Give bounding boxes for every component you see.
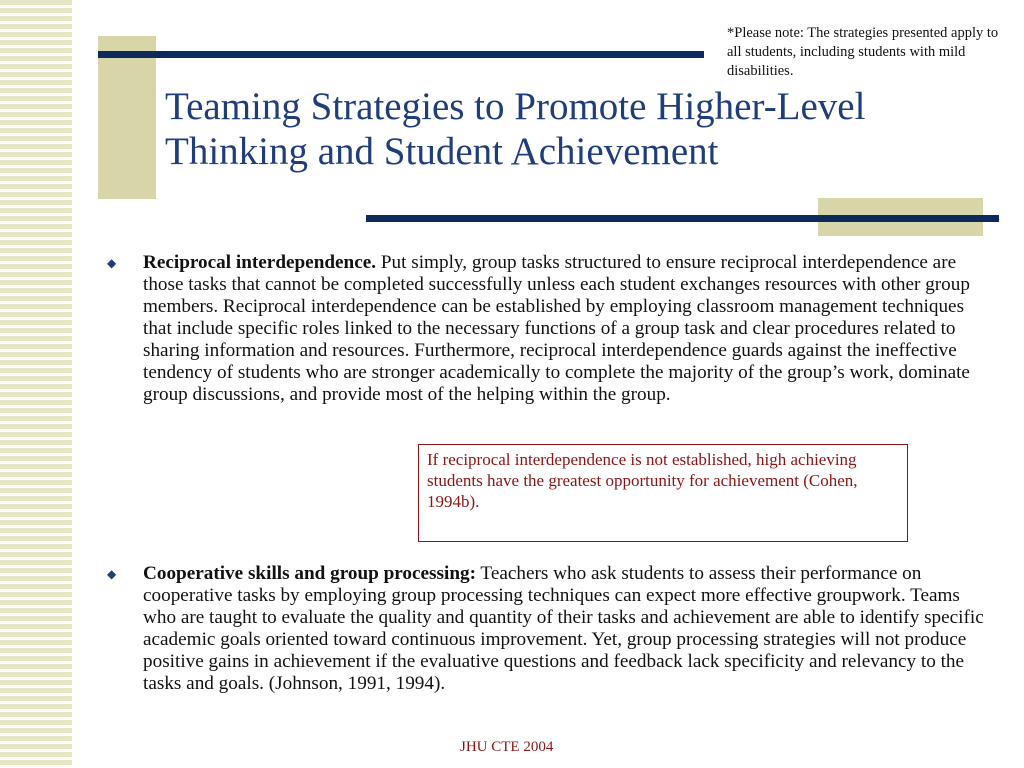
bullet-reciprocal-interdependence <box>107 252 993 406</box>
bullet-heading: Cooperative skills and group processing: <box>143 563 476 584</box>
diamond-bullet-icon: ◆ <box>107 256 117 270</box>
bullet-heading: Reciprocal interdependence. <box>143 252 377 273</box>
decorative-rule-top <box>98 51 704 58</box>
bullet-body: Teachers who ask students to assess their performance on cooperative tasks by employing group processing techniques can expect more effective groupwork. Teams who are taught to evaluate the quality and quantity of their tasks and achievement are able to identify specific academic goals oriented toward continuous improvement. Yet, group processing strategies will not produce positive gains in achievement if the evaluative questions and feedback lack specificity and relevancy to the tasks and goals. (Johnson, 1991, 1994). <box>143 563 984 694</box>
decorative-rule-bottom <box>366 215 999 222</box>
callout-box: If reciprocal interdependence is not established, high achieving students have the greatest opportunity for achievement (Cohen, 1994b). <box>418 444 908 542</box>
disability-note: *Please note: The strategies presented apply to all students, including students with mild disabilities. <box>727 25 999 79</box>
bullet-body: Put simply, group tasks structured to ensure reciprocal interdependence are those tasks that cannot be completed successfully unless each student exchanges resources with other group members. Reciprocal interdependence can be established by employing classroom management techniques that include specific roles linked to the necessary functions of a group task and clear procedures related to sharing information and resources. Furthermore, reciprocal interdependence guards against the ineffective tendency of students who are stronger academically to complete the majority of the group’s work, dominate group discussions, and provide most of the helping within the group. <box>143 252 970 405</box>
slide-title: Teaming Strategies to Promote Higher-Level Thinking and Student Achievement <box>165 85 866 173</box>
decorative-stripes <box>0 0 72 768</box>
diamond-bullet-icon: ◆ <box>107 567 117 581</box>
slide-footer: JHU CTE 2004 <box>460 739 554 755</box>
decorative-tan-block-left <box>98 36 156 199</box>
bullet-cooperative-skills <box>107 563 993 695</box>
